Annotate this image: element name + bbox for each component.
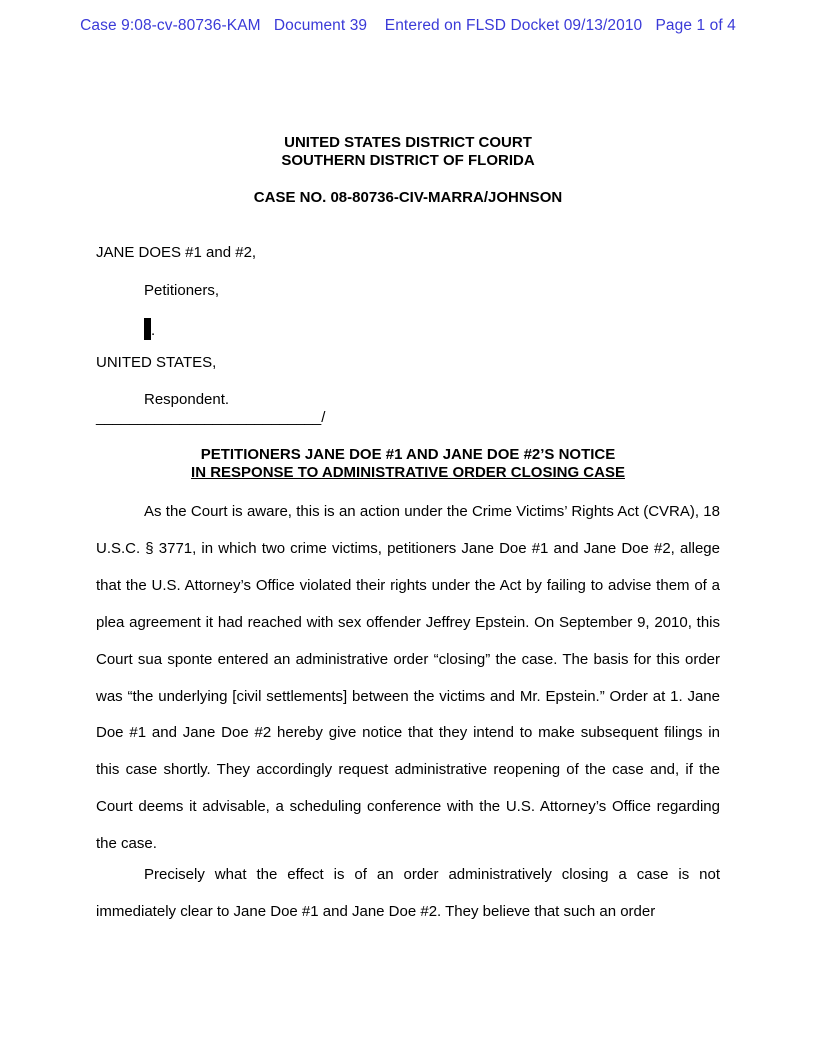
caption-petitioners-name: JANE DOES #1 and #2, — [96, 244, 257, 261]
caption-respondent-role: Respondent. — [144, 391, 230, 408]
court-name: UNITED STATES DISTRICT COURT — [284, 134, 532, 151]
body-paragraph-2: Precisely what the effect is of an order administratively closing a case is not immediately clear to Jane Doe #1 and Jane Doe #2. They believe that such an order — [96, 866, 720, 920]
caption-respondent-name: UNITED STATES, — [96, 354, 217, 371]
caption-versus — [144, 318, 155, 340]
case-number: CASE NO. 08-80736-CIV-MARRA/JOHNSON — [253, 189, 563, 206]
court-district: SOUTHERN DISTRICT OF FLORIDA — [281, 152, 535, 169]
docket-header-stamp: Case 9:08-cv-80736-KAM Document 39 Entered on FLSD Docket 09/13/2010 Page 1 of 4 — [80, 17, 736, 34]
caption-rule: ___________________________/ — [96, 409, 326, 426]
notice-title-line1: PETITIONERS JANE DOE #1 AND JANE DOE #2’S NOTICE — [200, 446, 616, 463]
redaction-block — [144, 318, 151, 340]
notice-title-line2: IN RESPONSE TO ADMINISTRATIVE ORDER CLOSING CASE — [191, 464, 625, 481]
caption-versus-text: . — [151, 322, 156, 339]
caption-petitioners-role: Petitioners, — [144, 282, 220, 299]
court-title — [0, 134, 816, 170]
body-paragraph-1: As the Court is aware, this is an action under the Crime Victims’ Rights Act (CVRA), 18 U.S.C. § 3771, in which two crime victims, petitioners Jane Doe #1 and Jane Doe #2, allege that the U.S. Attorney’s Office violated their rights under the Act by failing to advise them of a plea agreement it had reached with sex offender Jeffrey Epstein. On September 9, 2010, this Court sua sponte entered an administrative order “closing” the case. The basis for this order was “the underlying [civil settlements] between the victims and Mr. Epstein.” Order at 1. Jane Doe #1 and Jane Doe #2 hereby give notice that they intend to make subsequent filings in this case shortly. They accordingly request administrative reopening of the case and, if the Court deems it advisable, a scheduling conference with the U.S. Attorney’s Office regarding the case. — [96, 503, 720, 853]
notice-title — [0, 446, 816, 482]
